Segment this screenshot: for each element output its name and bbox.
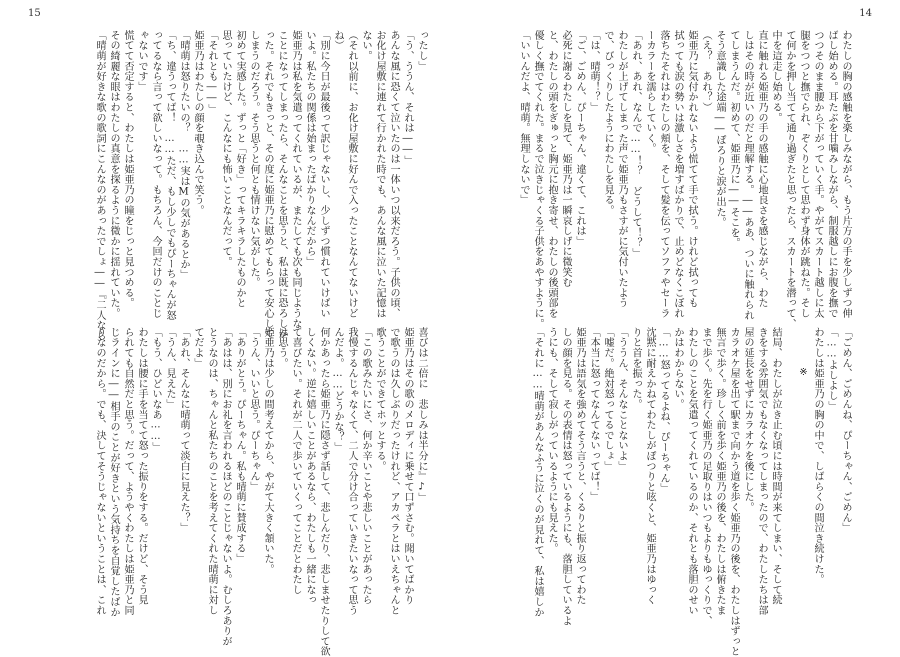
text-line: 慌てて否定すると、わたしは姫亜乃の瞳をじっと見つめる。 [122, 30, 133, 309]
text-line: りなのだから。でも、決してそうじゃないということは、これ [94, 327, 105, 616]
text-line: わたしの胸の感触を楽しみながら、もう片方の手を少しずつ伸 [840, 30, 851, 319]
text-line: ことになってしまったら、そんなことを思うと、私は既に恐ろしか [276, 30, 287, 339]
text-line: 「は、晴萌！？」 [588, 30, 599, 113]
text-line: 「ご、ごめん、ぴーちゃん、違くて、これは」 [574, 30, 585, 247]
text-line: 姫亜乃はわたしの顔を覗き込んで笑う。 [192, 30, 203, 216]
text-line: 「ち、違うってば！ ……ただ、もし少しでもぴーちゃんが怒 [164, 30, 175, 321]
text-line: 何かあったら姫亜乃に隠さず話して、悲しんだり、悲しませたりして欲 [318, 327, 329, 657]
text-line: ーカラーを濡らしていく。 [644, 30, 655, 154]
text-line: 「ありがとう。ぴーちゃん。私も晴萌に賛成する」 [234, 327, 245, 564]
section-marker: ※ [798, 367, 809, 379]
text-line: 「それとも――」 [206, 30, 217, 115]
text-line: 姫亜乃に気付かれないよう慌てて手で拭う。けれど拭っても [686, 30, 697, 309]
right-page [450, 0, 900, 657]
text-line: てだよ」 [192, 327, 203, 369]
text-line: じラインに――相手のことが好きという気持ちを自覚したばか [108, 327, 119, 618]
text-line: 「……怒ってるよね、ぴーちゃん」 [658, 327, 669, 494]
text-line: 初めて実感した。ずっと「好き」ってキラキラしたものかと [234, 30, 245, 309]
text-line: られても自然だと思う。だって、ようやくわたしは姫亜乃と同 [122, 327, 133, 616]
text-line: しくない。逆に嬉しいことがあるなら、わたしも一緒になっ [304, 327, 315, 606]
text-line: しまうのだろう。そう思うと何とも情けない気がした。 [248, 30, 259, 288]
text-line: 姫亜乃は私を気遣ってくれているが、またしても次も同じような [290, 30, 301, 329]
text-line: 沈黙に耐えかねてわたしがぽつりと呟くと、姫亜乃はゆっく [644, 327, 655, 606]
text-line: （え？ あれ？） [700, 30, 711, 113]
text-line: 「あはは、別にお礼を言われるほどのことじゃないよ。むしろありが [220, 327, 231, 647]
text-line: 「この歌みたいにさ、何か辛いことや悲しいことがあったら [360, 327, 371, 606]
text-line: 腿をつつと撫でられ、ぞくりとして思わず身体が跳ねた。そし [798, 30, 809, 319]
text-line: 思っていたけど、こんなにも怖いことなんだって。 [220, 30, 231, 267]
right-top-text [468, 30, 852, 329]
text-line: そう意識した途端――ぽろりと涙が出た。 [714, 30, 725, 228]
text-line: つつそのまま腰から下がっていく手。やがてスカート越しに太 [812, 30, 823, 319]
text-line: 我慢するんじゃなくて、二人で分け合っていきたいなって思う [346, 327, 357, 616]
text-line: ばし始める。耳たぶを甘噛みしながら、制服越しにお腹を撫で [826, 30, 837, 319]
text-line: わたしが上げてしまった声で姫亜乃もさすがに気付いたよう [616, 30, 627, 309]
text-line: ない。 [360, 30, 371, 61]
text-line: 「本当に怒ってなんてないってば！」 [588, 327, 599, 503]
text-line: 「嘘だ。絶対怒ってるでしょ」 [602, 327, 613, 472]
text-line: 拭っても涙の勢いは激しさを増すばかりで、止めどなくこぼれ [672, 30, 683, 319]
text-line: 「うん、いいと思う。ぴーちゃん」 [248, 327, 259, 492]
text-line: 「う、ううん、それは――」 [402, 30, 413, 166]
left-top-text [16, 30, 428, 341]
text-line: 「……よしよし」 [826, 327, 837, 412]
text-line: （それ以前に、お化け屋敷に好んで入ったことなんてないけど [346, 30, 357, 319]
text-line: 屋の延長をせずにカラオケを後にした。 [742, 327, 753, 513]
text-line: て喜びたい。それが二人で歩いていくってことだとわたし [290, 327, 301, 595]
text-line [782, 327, 796, 614]
text-line: と、わたしの頭をぎゅっと胸元に抱き寄せ、わたしの後頭部を [546, 30, 557, 319]
text-line: で歌うのは久しぶりだったけれど、アカペラとはいえちゃんと [388, 327, 399, 616]
text-line: ゃないです」 [136, 30, 147, 92]
text-line: しはその時が近いのだと理解する。――ああ、ついに触れられ [742, 30, 753, 321]
text-line: きをする雰囲気でもなくなってしまったので、わたしたちは部 [756, 327, 767, 616]
text-line: かはわからない。 [672, 327, 683, 410]
text-line: 「うん、見えた」 [164, 327, 175, 410]
text-line: 「別に今日が最後って訳じゃないし、少しずつ慣れていけばい [318, 30, 329, 319]
text-line: わたしのことを気遣ってくれているのか、それとも落胆のせい [686, 327, 697, 616]
text-line: 歌うことができてホッとする。 [374, 327, 385, 472]
left-bottom-text [16, 327, 428, 657]
page-number-right: 14 [859, 8, 872, 19]
text-line: て何かを押し当てて通り過ぎたと思ったら、スカートを潜って、 [784, 30, 795, 329]
text-line: 姫亜乃は語気を強めてそう言うと、くるりと振り返ってわた [574, 327, 585, 606]
text-line: は思う。 [276, 327, 287, 369]
text-line: 「いいんだよ、晴萌。無理しないで」 [518, 30, 529, 206]
text-line: んだよ。……どうかな？」 [332, 327, 343, 453]
right-bottom-text [468, 327, 852, 657]
text-line: わたしは腰に手を当てて怒った振りをする。だけど、そう見 [136, 327, 147, 606]
text-line: 姫亜乃はその歌のメロディに乗せて口ずさむ。聞いてばかり [402, 327, 413, 606]
text-line: お化け屋敷に連れて行かれた時でも、あんな風に泣いた記憶は [374, 30, 385, 319]
text-line: ってるなら言って欲しいなって。もちろん、今回だけのことじ [150, 30, 161, 319]
text-line: ね） [332, 30, 343, 51]
text-line: 落ちたそれはわたしの頬を、そして髪を伝ってソファやセーラ [658, 30, 669, 319]
text-line: 「晴萌は怒りたいの？ ……実はMの気があるとか」 [178, 30, 189, 280]
text-line: いよ。私たちの関係は始まったばかりなんだから」 [304, 30, 315, 267]
text-line: まで歩く。先を行く姫亜乃の足取りはいつもよりもゆっくりで、 [700, 327, 711, 626]
text-line: 優しく撫でてくれた。まるで泣きじゃくる子供をあやすように。 [532, 30, 543, 329]
text-line: カラオケ屋を出て駅まで向かう道を歩く姫亜乃の後を、わたしはずっと [728, 327, 739, 657]
text-line: 必死に謝るわたしを見て、姫亜乃は一瞬哀しげに微笑む [560, 30, 571, 288]
text-line: 中を這走し始める。 [770, 30, 781, 123]
text-line: 「あれ、あれ、なんで……！？ どうして！？」 [630, 30, 641, 259]
text-line: しの顔を見る。その表情は怒っているようにも、落胆しているよ [560, 327, 571, 626]
text-line: った。それでもきっと、その度に姫亜乃に慰めてもらって安心して [262, 30, 273, 339]
text-line: 直に触れる姫亜乃の手の感触に心地良さを感じながら、わた [756, 30, 767, 309]
text-line: あんな風に恐くて泣いたのは一体いつ以来だろう。子供の頃、 [388, 30, 399, 319]
text-line: わたしは姫亜乃の胸の中で、しばらくの間泣き続けた。 [812, 327, 823, 585]
text-line: ったし」 [416, 30, 427, 72]
text-line: で、びっくりしたようにわたしを見る。 [602, 30, 613, 216]
text-line: 結局、わたしが泣き止む頃には時間が来てしまい、そして続 [770, 327, 781, 606]
text-line: 「ううん、そんなことないよ」 [616, 327, 627, 472]
text-line: 「あれ、そんなに晴萌って淡白に見えた？」 [178, 327, 189, 533]
text-line: 姫亜乃は少しの間考えてから、やがて大きく頷いた。 [262, 327, 273, 575]
page-number-left: 15 [28, 8, 41, 19]
text-line: うにも、そして寂しがっているようにも見えた。 [546, 327, 557, 554]
text-line: 無言で歩く。珍しく前を歩く姫亜乃の後を、わたしは俯きたま [714, 327, 725, 616]
text-line: その綺麗な眼はわたしの真意を探るように微かに揺れていた。 [108, 30, 119, 319]
text-line: りと首を振った。 [630, 327, 641, 410]
text-line: 喜びは二倍に 悲しみは半分に』♪」 [416, 327, 427, 503]
text-line: てしまうんだ。初めて、姫亜乃に――そこを。 [728, 30, 739, 249]
text-line: 「それに……晴萌があんなふうに泣くのが見れて、私は嬉しか [532, 327, 543, 618]
text-line: 「ごめん、ごめんね、ぴーちゃん、ごめん」 [840, 327, 851, 533]
text-line: 「もう、ひどいなあ……」 [150, 327, 161, 453]
text-line: 「晴萌が好きな歌の歌詞にこんなのがあったでしょ――『二人なら [94, 30, 105, 341]
text-line: とうなのは、ちゃんと私たちのことを考えてくれた晴萌に対し [206, 327, 217, 616]
